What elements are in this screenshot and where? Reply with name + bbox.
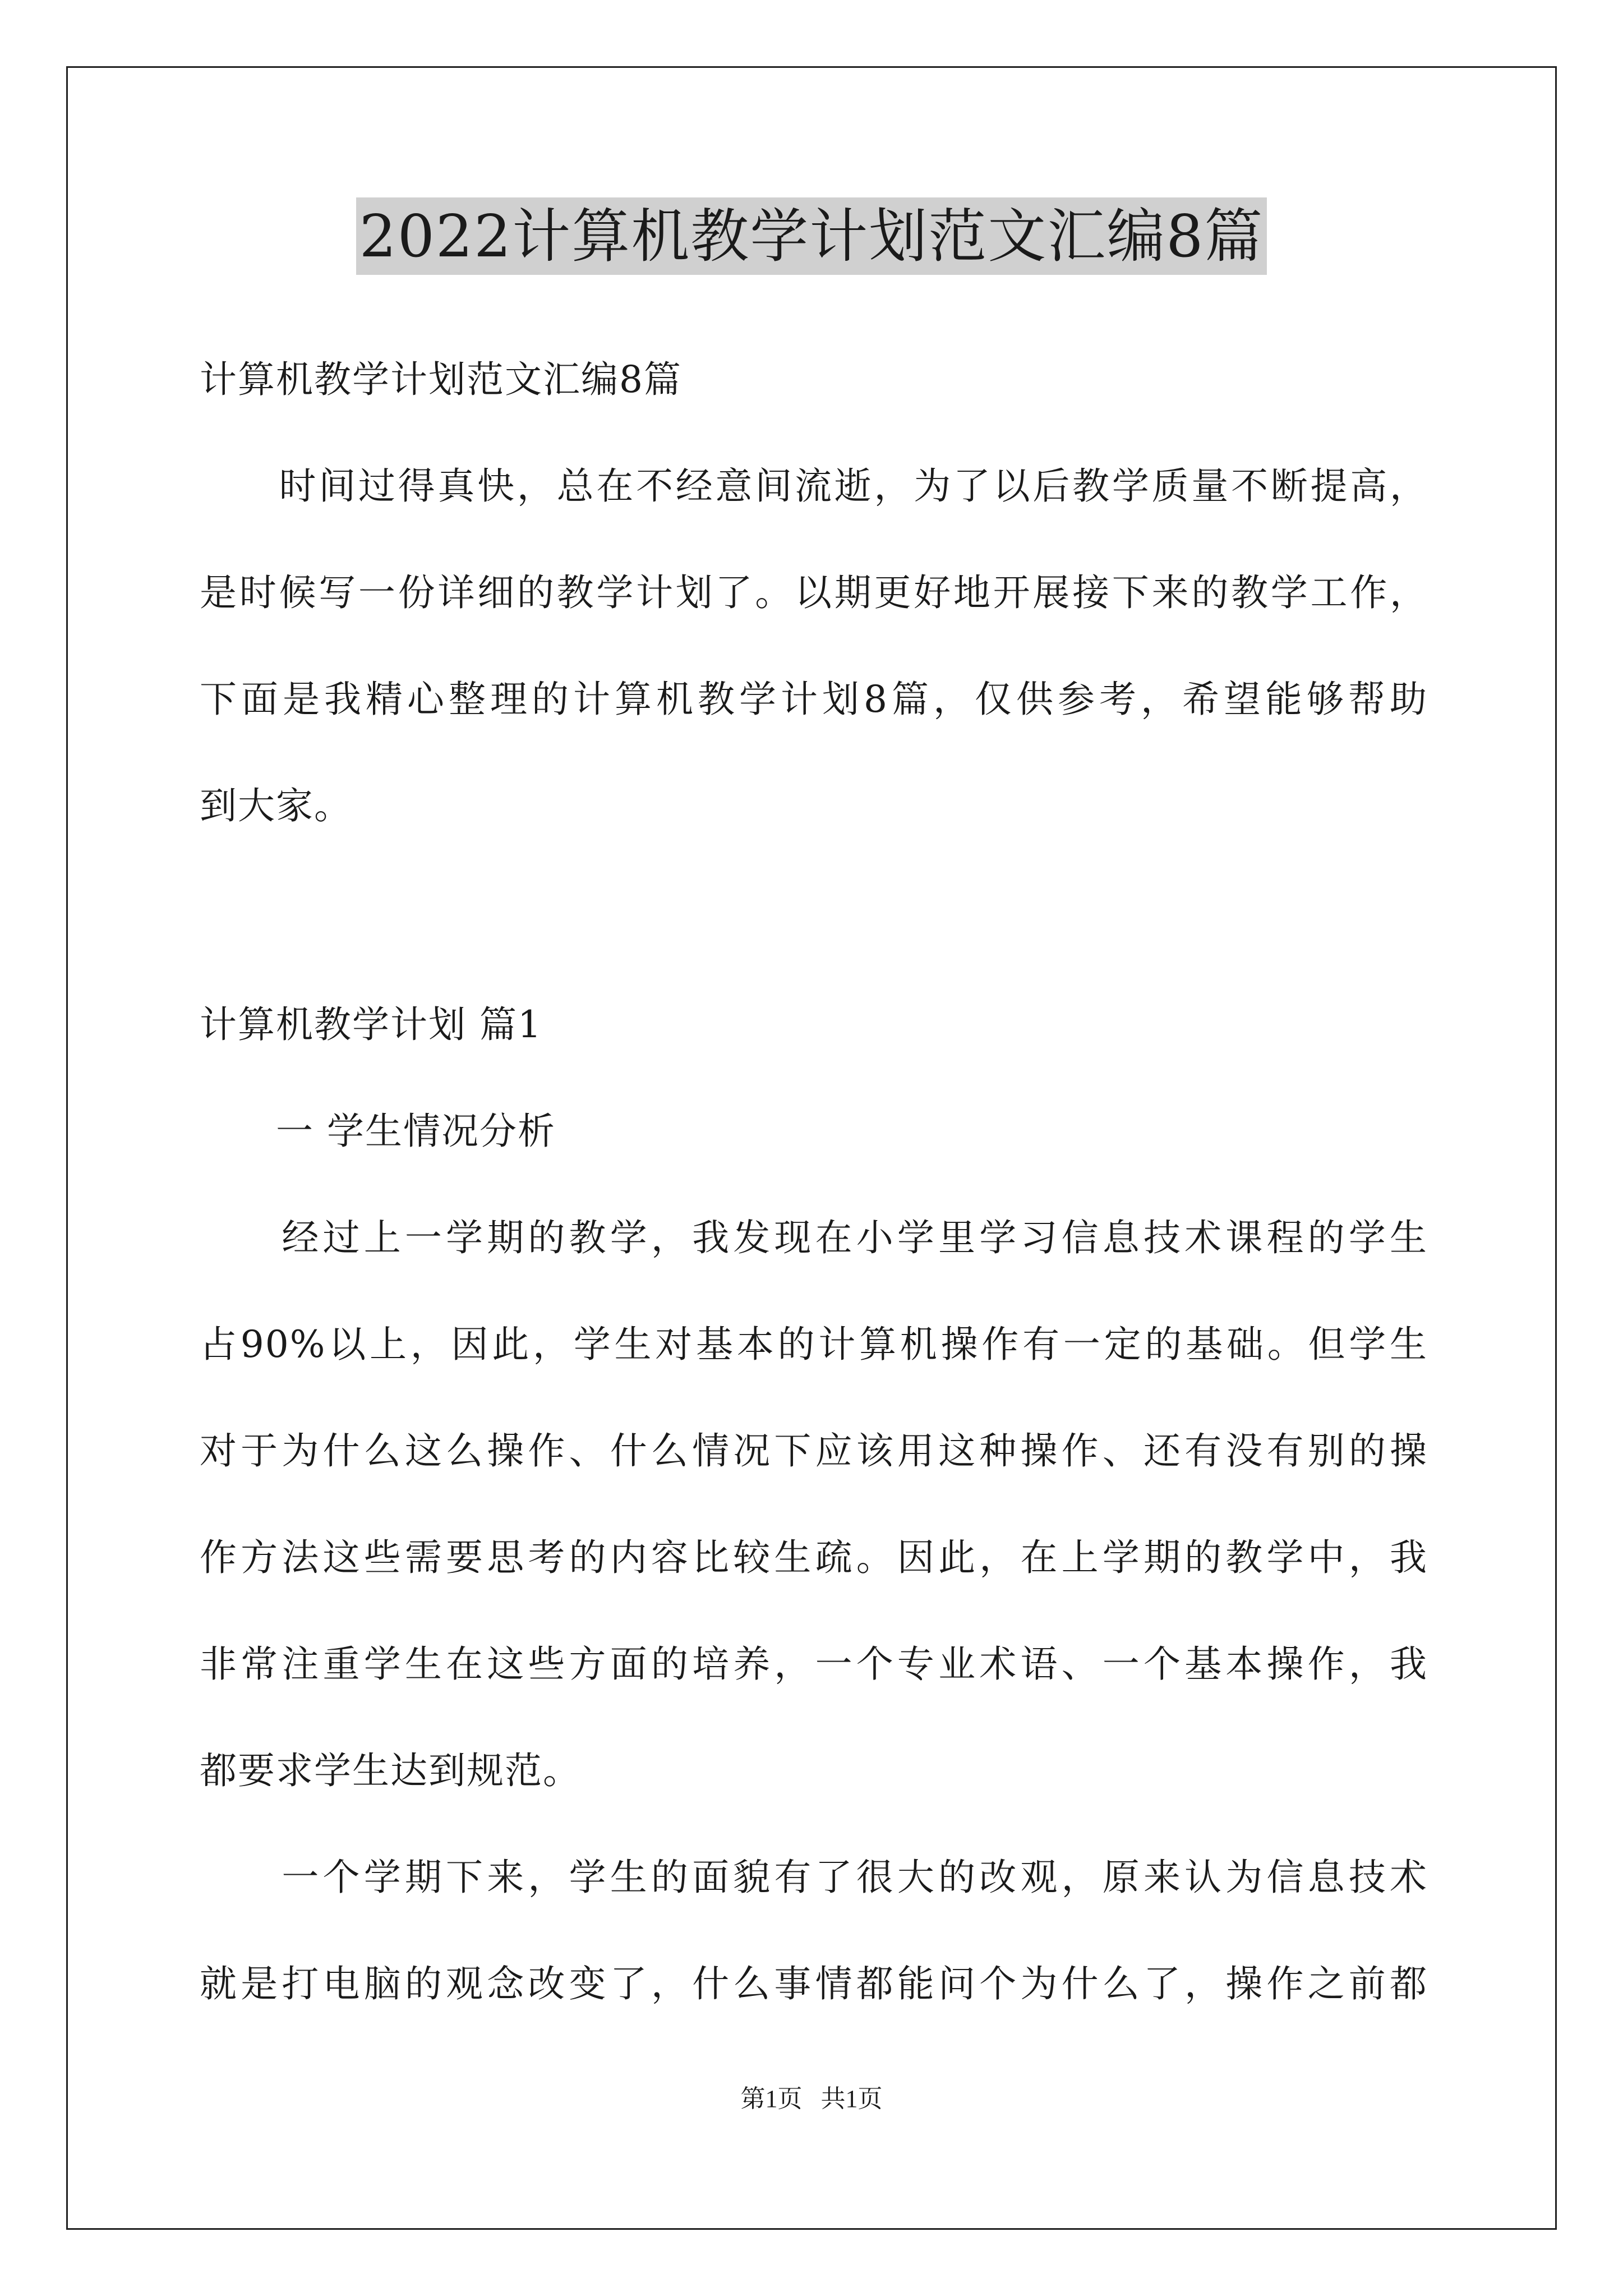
- document-subtitle: 计算机教学计划范文汇编8篇: [200, 358, 682, 401]
- page-footer: 第1页 共1页: [740, 2085, 883, 2113]
- section-subheading: 一 学生情况分析: [200, 1110, 556, 1153]
- intro-line-1: 时间过得真快，总在不经意间流逝，为了以后教学质量不断提高，: [200, 464, 1428, 508]
- para1-line-6: 都要求学生达到规范。: [200, 1749, 581, 1792]
- para2-line-1: 一个学期下来，学生的面貌有了很大的改观，原来认为信息技术: [200, 1856, 1428, 1899]
- para1-line-2: 占90%以上，因此，学生对基本的计算机操作有一定的基础。但学生: [200, 1323, 1428, 1366]
- title-container: [0, 197, 1623, 275]
- para1-line-4: 作方法这些需要思考的内容比较生疏。因此，在上学期的教学中，我: [200, 1536, 1428, 1579]
- para1-line-5: 非常注重学生在这些方面的培养，一个专业术语、一个基本操作，我: [200, 1642, 1428, 1686]
- para1-line-1: 经过上一学期的教学，我发现在小学里学习信息技术课程的学生: [200, 1216, 1428, 1259]
- para1-line-3: 对于为什么这么操作、什么情况下应该用这种操作、还有没有别的操: [200, 1429, 1428, 1473]
- intro-line-3: 下面是我精心整理的计算机教学计划8篇，仅供参考，希望能够帮助: [200, 678, 1428, 721]
- section-heading: 计算机教学计划 篇1: [200, 1003, 542, 1046]
- intro-line-4: 到大家。: [200, 784, 352, 827]
- document-title: 2022计算机教学计划范文汇编8篇: [356, 197, 1267, 275]
- para2-line-2: 就是打电脑的观念改变了，什么事情都能问个为什么了，操作之前都: [200, 1962, 1428, 2005]
- intro-line-2: 是时候写一份详细的教学计划了。以期更好地开展接下来的教学工作，: [200, 571, 1428, 614]
